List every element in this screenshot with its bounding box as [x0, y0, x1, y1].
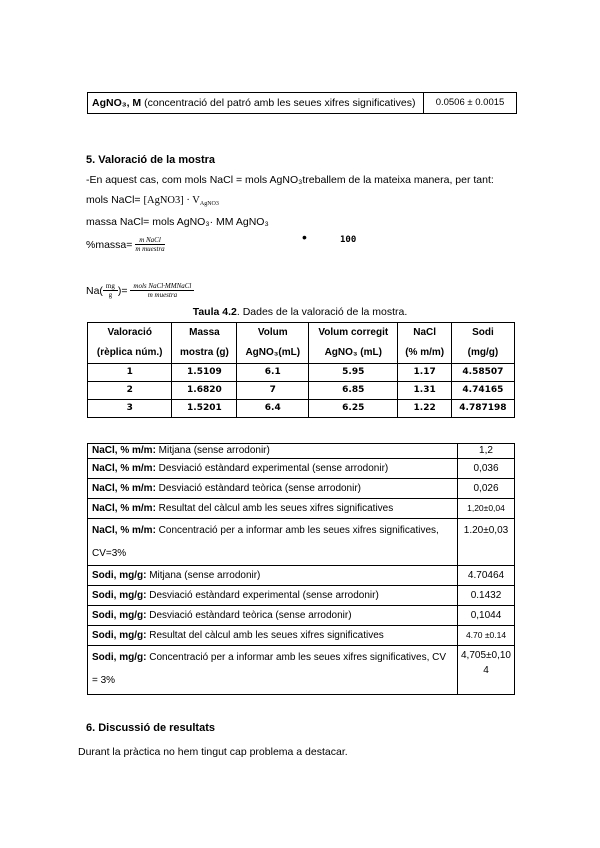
table-row [88, 459, 515, 479]
section-6-heading: 6. Discussió de resultats [86, 722, 215, 734]
section-6-body: Durant la pràctica no hem tingut cap problema a destacar. [78, 746, 348, 758]
column-header: Massa mostra (g) [172, 323, 237, 364]
table-row [88, 479, 515, 499]
result-value: 4,705±0,104 [458, 646, 515, 695]
section-5-heading: 5. Valoració de la mostra [86, 154, 216, 166]
table-cell: 5.95 [309, 364, 398, 382]
section-5-intro: -En aquest cas, com mols NaCl = mols AgNO₃treballem de la mateixa manera, per tant: [86, 174, 494, 186]
result-label: NaCl, % m/m: Concentració per a informar amb les seues xifres significatives, CV=3% [88, 519, 458, 566]
result-value: 0,026 [458, 479, 515, 499]
table-cell: 6.85 [309, 382, 398, 400]
caption-text: . Dades de la valoració de la mostra. [236, 306, 408, 318]
table-cell: 4.74165 [451, 382, 514, 400]
result-value: 0,036 [458, 459, 515, 479]
table-cell: 4.58507 [451, 364, 514, 382]
result-label: Sodi, mg/g: Desviació estàndard teòrica (sense arrodonir) [88, 606, 458, 626]
result-label: NaCl, % m/m: Resultat del càlcul amb les seues xifres significatives [88, 499, 458, 519]
result-label: Sodi, mg/g: Desviació estàndard experimental (sense arrodonir) [88, 586, 458, 606]
table-cell: 1.5201 [172, 400, 237, 418]
table-cell: 7 [237, 382, 309, 400]
table-row [88, 566, 515, 586]
column-header: Volum AgNO₃(mL) [237, 323, 309, 364]
fraction-denominator: m muestra [135, 245, 165, 253]
table-row [88, 364, 515, 382]
table-label-cell [88, 93, 424, 114]
equation-formula: [AgNO3] · V [143, 195, 200, 206]
table-row [88, 444, 515, 459]
column-header: Volum corregit AgNO₃ (mL) [309, 323, 398, 364]
table-cell: 2 [88, 382, 172, 400]
table-row [88, 400, 515, 418]
table-header-row [88, 323, 515, 364]
result-label: Sodi, mg/g: Mitjana (sense arrodonir) [88, 566, 458, 586]
equation-label: Na( [86, 284, 103, 297]
result-value: 0,1044 [458, 606, 515, 626]
equation-massa-nacl: massa NaCl= mols AgNO₃· MM AgNO₃ [86, 216, 269, 228]
equation-percent-massa [86, 236, 165, 254]
column-header: Valoració (rèplica núm.) [88, 323, 172, 364]
table-cell: 1.5109 [172, 364, 237, 382]
table-row [88, 382, 515, 400]
results-summary-table [87, 443, 515, 695]
table-cell: 1.17 [398, 364, 451, 382]
equation-label: mols NaCl= [86, 194, 144, 206]
table-cell: 6.4 [237, 400, 309, 418]
table-row [88, 606, 515, 626]
result-label: NaCl, % m/m: Desviació estàndard teòrica (sense arrodonir) [88, 479, 458, 499]
column-header: NaCl (% m/m) [398, 323, 451, 364]
table-row [88, 93, 517, 114]
table-cell: 1 [88, 364, 172, 382]
label-bold: AgNO₃, M [92, 97, 142, 109]
result-label: NaCl, % m/m: Desviació estàndard experimental (sense arrodonir) [88, 459, 458, 479]
table-row [88, 499, 515, 519]
table-value-cell: 0.0506 ± 0.0015 [424, 93, 517, 114]
equation-label: )= [117, 284, 131, 297]
caption-label: Taula 4.2 [192, 306, 237, 318]
result-label: Sodi, mg/g: Resultat del càlcul amb les seues xifres significatives [88, 626, 458, 646]
table-cell: 1.31 [398, 382, 451, 400]
fraction-denominator: g [108, 291, 113, 299]
table-row [88, 586, 515, 606]
result-label: NaCl, % m/m: Mitjana (sense arrodonir) [88, 444, 458, 459]
result-value: 4.70464 [458, 566, 515, 586]
result-label: Sodi, mg/g: Concentració per a informar amb les seues xifres significatives, CV = 3% [88, 646, 458, 695]
equation-mols-nacl [86, 194, 219, 207]
equation-sodium [86, 282, 194, 300]
result-value: 0.1432 [458, 586, 515, 606]
table-cell: 4.787198 [451, 400, 514, 418]
result-value: 1,2 [458, 444, 515, 459]
result-value: 1,20±0,04 [458, 499, 515, 519]
table-row [88, 646, 515, 695]
equation-subscript: AgNO3 [199, 201, 219, 207]
column-header: Sodi (mg/g) [451, 323, 514, 364]
table-cell: 3 [88, 400, 172, 418]
fraction [135, 236, 164, 254]
table-row [88, 519, 515, 566]
fraction-denominator: m muestra [147, 291, 178, 299]
equation-label: %massa= [86, 238, 136, 251]
table-cell: 1.6820 [172, 382, 237, 400]
table-cell: 6.25 [309, 400, 398, 418]
silver-nitrate-concentration-table [87, 92, 517, 114]
unit-fraction [103, 282, 118, 300]
table-cell: 6.1 [237, 364, 309, 382]
bullet-multiply: • [302, 229, 307, 245]
label-text: (concentració del patró amb les seues xifres significatives) [141, 97, 416, 109]
titration-data-table [87, 322, 515, 418]
table-row [88, 626, 515, 646]
fraction-numerator: m NaCl [135, 236, 164, 245]
table-caption [0, 306, 600, 318]
result-value: 1.20±0,03 [458, 519, 515, 566]
fraction-numerator: mols NaCl·MMNaCl [130, 282, 194, 291]
fraction [130, 282, 194, 300]
table-cell: 1.22 [398, 400, 451, 418]
result-value: 4.70 ±0.14 [458, 626, 515, 646]
factor-100: 100 [340, 235, 357, 245]
fraction-numerator: mg [103, 282, 118, 291]
